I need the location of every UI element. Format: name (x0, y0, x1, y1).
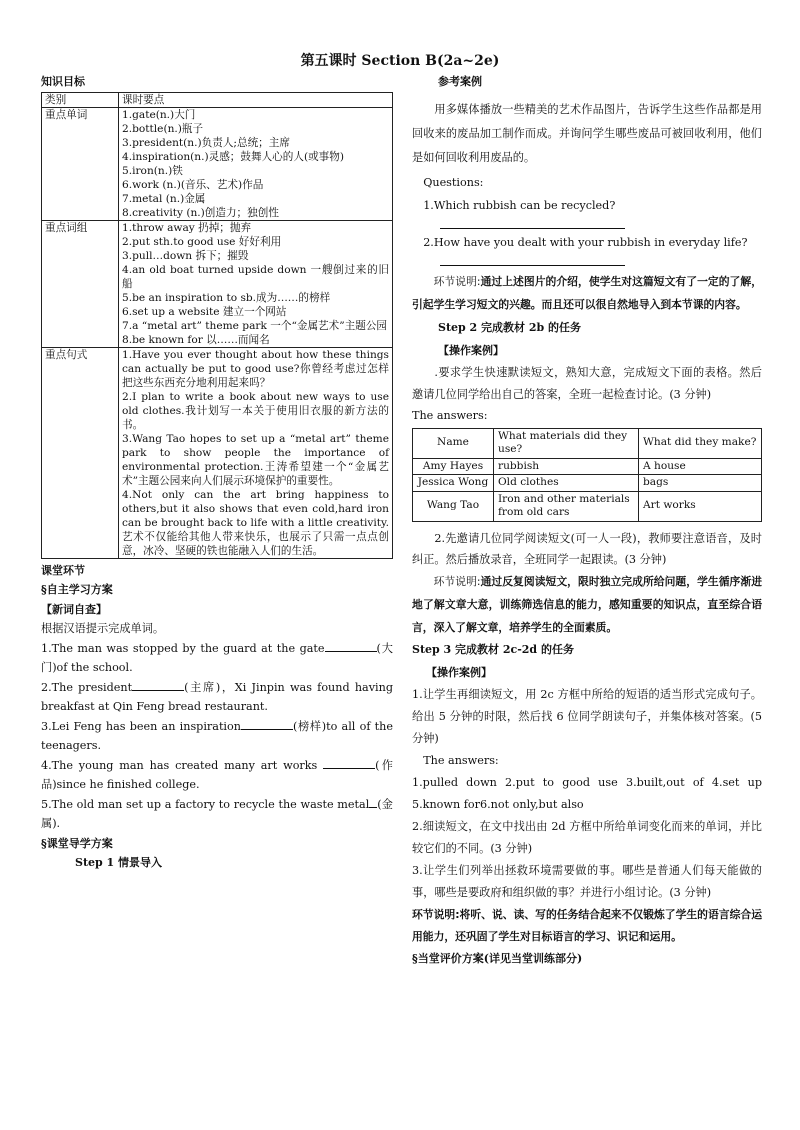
note-label: 环节说明: (433, 274, 481, 288)
table-cell: rubbish (494, 458, 639, 475)
question-2: 2.How have you dealt with your rubbish in everyday life? (423, 235, 748, 249)
self-study-heading: §自主学习方案 (41, 583, 113, 596)
op-case-heading: 【操作案例】 (426, 665, 492, 679)
table-row (413, 458, 762, 475)
answer-line[interactable] (440, 216, 625, 229)
list-item: 1.throw away 扔掉；抛弃 (122, 221, 252, 234)
table-cell: bags (639, 475, 762, 492)
exercise-text: 4.The young man has created many art works (41, 758, 324, 772)
list-item: 3.pull…down 拆下；摧毁 (122, 249, 249, 262)
list-item: 7.metal (n.)金属 (122, 192, 206, 205)
answer-blank[interactable] (132, 678, 184, 691)
table-cell: Old clothes (494, 475, 639, 492)
instruction: 根据汉语提示完成单词。 (41, 622, 165, 635)
category-sentences: 重点句式 (42, 347, 119, 558)
exercise-text: (金属). (41, 797, 393, 830)
step2-paragraph-1: .要求学生快速默读短文，熟知大意，完成短文下面的表格。然后邀请几位同学给出自己的答案，全班一起检查讨论。(3 分钟) (412, 365, 762, 401)
words-cell (119, 107, 393, 220)
exercise-text: (作品)since he finished college. (41, 758, 393, 791)
step1-heading: Step 1 情景导入 (75, 856, 163, 869)
list-item: 4.Not only can the art bring happiness to others,but it also shows that even cold,hard iron can be brought back to life with a little creativity.艺术不仅能给其他人带来快乐，也展示了只需一点点创意，冰冷、坚硬的铁也能融入人们的生活。 (122, 488, 389, 557)
answers-label: The answers: (412, 408, 488, 422)
left-column (41, 72, 393, 873)
step3-paragraph-1: 1.让学生再细读短文，用 2c 方框中所给的短语的适当形式完成句子。给出 5 分钟的时限，然后找 6 位同学朗读句子，并集体核对答案。(5 分钟) (412, 687, 762, 745)
note-text: 将听、说、读、写的任务结合起来不仅锻炼了学生的语言综合运用能力，还巩固了学生对目标语言的学习、识记和运用。 (412, 907, 762, 943)
list-item: 5.be an inspiration to sb.成为……的榜样 (122, 291, 331, 304)
list-item: 1.Have you ever thought about how these things can actually be put to good use?你曾经考虑过怎样把这些东西充分地利用起来吗？ (122, 348, 389, 389)
exercise-item (41, 717, 393, 756)
header-name: Name (413, 428, 494, 458)
exercise-item (41, 639, 393, 678)
knowledge-heading: 知识目标 (41, 75, 85, 88)
knowledge-table (41, 92, 393, 559)
table-cell: Iron and other materials from old cars (494, 491, 639, 521)
ref-paragraph: 用多媒体播放一些精美的艺术作品图片，告诉学生这些作品都是用回收来的废品加工制作而成。并询问学生哪些废品可被回收利用，他们是如何回收利用废品的。 (412, 102, 762, 164)
category-words: 重点单词 (42, 107, 119, 220)
list-item: 4.an old boat turned upside down 一艘倒过来的旧船 (122, 263, 389, 290)
step2-heading: Step 2 完成教材 2b 的任务 (438, 320, 582, 334)
table-row (42, 347, 393, 558)
category-phrases: 重点词组 (42, 220, 119, 347)
table-row (413, 475, 762, 492)
header-materials: What materials did they use? (494, 428, 639, 458)
exercise-text: 2.The president (41, 680, 133, 694)
list-item: 1.gate(n.)大门 (122, 108, 196, 121)
note-text: 通过反复阅读短文，限时独立完成所给问题，学生循序渐进地了解文章大意，训练筛选信息的能力，感知重要的知识点，直至综合语言，深入了解文章，培养学生的全面素质。 (412, 574, 763, 634)
note-3 (412, 904, 762, 948)
list-item: 2.I plan to write a book about new ways to use old clothes.我计划写一本关于使用旧衣服的新方法的书。 (122, 390, 389, 431)
evaluation-heading: §当堂评价方案(详见当堂训练部分) (412, 951, 583, 965)
answer-line[interactable] (440, 253, 625, 266)
header-make: What did they make? (639, 428, 762, 458)
questions-label: Questions: (423, 175, 484, 189)
note-2 (412, 570, 762, 639)
table-cell: Wang Tao (413, 491, 494, 521)
step2-paragraph-2: 2.先邀请几位同学阅读短文(可一人一段)，教师要注意语音，及时纠正。然后播放录音，全班同学一起跟读。(3 分钟) (412, 531, 762, 566)
exercise-item (41, 795, 393, 834)
table-header-row (42, 92, 393, 107)
table-header-row (413, 428, 762, 458)
note-label: 环节说明: (433, 574, 481, 588)
table-cell: A house (639, 458, 762, 475)
answer-blank[interactable] (325, 639, 377, 652)
table-cell: Jessica Wong (413, 475, 494, 492)
op-case-heading: 【操作案例】 (438, 343, 504, 357)
question-1: 1.Which rubbish can be recycled? (423, 198, 616, 212)
exercise-text: 5.The old man set up a factory to recycle the waste metal (41, 797, 370, 811)
step3-heading: Step 3 完成教材 2c-2d 的任务 (412, 642, 574, 656)
exercise-text: (主席)，Xi Jinpin was found having breakfast at Qin Feng bread restaurant. (41, 680, 393, 713)
classroom-heading: 课堂环节 (41, 563, 85, 577)
exercise-text: (榜样)to all of the teenagers. (41, 719, 394, 752)
exercise-text: 1.The man was stopped by the guard at the gate (41, 641, 325, 655)
exercise-item (41, 756, 393, 795)
phrases-cell (119, 220, 393, 347)
list-item: 6.work (n.)(音乐、艺术)作品 (122, 178, 264, 191)
ref-case-heading: 参考案例 (438, 75, 482, 88)
step3-paragraph-3: 3.让学生们列举出拯救环境需要做的事。哪些是普通人们每天能做的事，哪些是要政府和组织做的事？并进行小组讨论。(3 分钟) (412, 863, 762, 899)
answer-blank[interactable] (241, 717, 293, 730)
answers-label: The answers: (423, 753, 499, 767)
sentences-cell (119, 347, 393, 558)
note-text: 通过上述图片的介绍，使学生对这篇短文有了一定的了解，引起学生学习短文的兴趣。而且还可以很自然地导入到本节课的内容。 (412, 274, 763, 311)
table-cell: Amy Hayes (413, 458, 494, 475)
list-item: 2.bottle(n.)瓶子 (122, 122, 204, 135)
exercise-text: (大门)of the school. (41, 641, 393, 674)
list-item: 3.Wang Tao hopes to set up a “metal art” theme park to show people the importance of environmental protection.王涛希望建一个“金属艺术”主题公园来向人们展示环境保护的重要性。 (122, 432, 389, 487)
exercise-item (41, 678, 393, 717)
list-item: 3.president(n.)负责人;总统；主席 (122, 136, 290, 149)
guide-heading: §课堂导学方案 (41, 836, 113, 850)
table-row (42, 107, 393, 220)
step3-paragraph-2: 2.细读短文，在文中找出由 2d 方框中所给单词变化而来的单词，并比较它们的不同。(3 分钟) (412, 819, 762, 855)
list-item: 8.be known for 以……而闻名 (122, 333, 270, 346)
table-row (413, 491, 762, 521)
page-title: 第五课时 Section B(2a~2e) (300, 53, 500, 69)
new-words-heading: 【新词自查】 (41, 602, 107, 616)
list-item: 8.creativity (n.)创造力；独创性 (122, 206, 279, 219)
list-item: 7.a “metal art” theme park 一个“金属艺术”主题公园 (122, 319, 388, 332)
answers-table (412, 428, 762, 522)
list-item: 2.put sth.to good use 好好利用 (122, 235, 282, 248)
answers-text: 1.pulled down 2.put to good use 3.built,out of 4.set up 5.known for6.not only,but also (412, 775, 762, 811)
right-column (412, 72, 762, 970)
note-1 (412, 270, 762, 316)
header-category: 类别 (42, 92, 119, 107)
table-cell: Art works (639, 491, 762, 521)
answer-blank[interactable] (323, 756, 375, 769)
exercise-text: 3.Lei Feng has been an inspiration (41, 719, 241, 733)
header-points: 课时要点 (119, 92, 393, 107)
list-item: 5.iron(n.)铁 (122, 164, 183, 177)
note-label: 环节说明: (412, 907, 460, 921)
list-item: 4.inspiration(n.)灵感；鼓舞人心的人(或事物) (122, 150, 344, 163)
table-row (42, 220, 393, 347)
list-item: 6.set up a website 建立一个网站 (122, 305, 287, 318)
